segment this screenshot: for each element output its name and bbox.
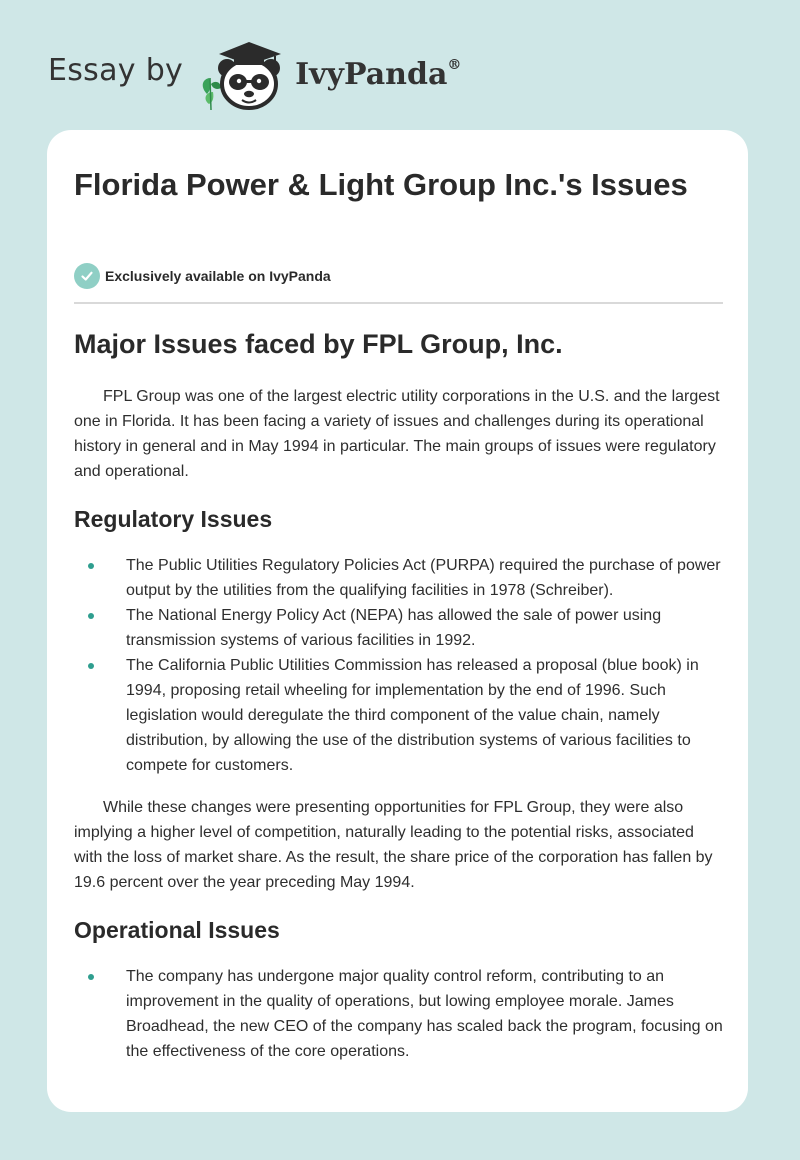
- essay-by-label: Essay by: [48, 52, 184, 88]
- list-item: [74, 653, 724, 778]
- middle-paragraph: While these changes were presenting opportunities for FPL Group, they were also implying a higher level of competition, naturally leading to the potential risks, associated with the loss of market share. As the result, the share price of the corporation has fallen by 19.6 percent over the year preceding May 1994.: [74, 799, 713, 891]
- exclusive-text: Exclusively available on IvyPanda: [105, 268, 331, 284]
- exclusive-badge: [74, 263, 331, 289]
- list-item-text: The California Public Utilities Commission has released a proposal (blue book) in 1994, proposing retail wheeling for implementation by the end of 1996. Such legislation would deregulate the third component of the value chain, namely distribution, by allowing the use of the distribution systems of various facilities to compete for customers.: [126, 657, 699, 774]
- operational-list: [74, 964, 724, 1064]
- section-heading-major-issues: Major Issues faced by FPL Group, Inc.: [74, 329, 563, 359]
- list-item-text: The company has undergone major quality control reform, contributing to an improvement in the quality of operations, but lowing employee morale. James Broadhead, the new CEO of the company has scaled back the program, focusing on the effectiveness of the core operations.: [126, 968, 723, 1060]
- bullet-icon: [88, 974, 94, 980]
- essay-content: [74, 324, 724, 1081]
- divider: [74, 302, 723, 304]
- list-item: [74, 603, 724, 653]
- brand-text: IvyPanda: [295, 56, 448, 92]
- bullet-icon: [88, 663, 94, 669]
- regulatory-list: [74, 553, 724, 778]
- bullet-icon: [88, 563, 94, 569]
- list-item: [74, 964, 724, 1064]
- essay-card: [47, 130, 748, 1112]
- intro-paragraph: FPL Group was one of the largest electric utility corporations in the U.S. and the largest one in Florida. It has been facing a variety of issues and challenges during its operational history in general and in May 1994 in particular. The main groups of issues were regulatory and operational.: [74, 388, 720, 480]
- list-item-text: The Public Utilities Regulatory Policies Act (PURPA) required the purchase of power output by the utilities from the qualifying facilities in 1978 (Schreiber).: [126, 557, 721, 599]
- check-icon: [74, 263, 100, 289]
- section-heading-regulatory: Regulatory Issues: [74, 506, 273, 532]
- section-heading-operational: Operational Issues: [74, 917, 280, 943]
- brand-name[interactable]: [295, 57, 461, 92]
- list-item: [74, 553, 724, 603]
- bullet-icon: [88, 613, 94, 619]
- list-item-text: The National Energy Policy Act (NEPA) has allowed the sale of power using transmission systems of various facilities in 1992.: [126, 607, 662, 649]
- registered-mark: ®: [447, 56, 462, 73]
- page-title: Florida Power & Light Group Inc.'s Issues: [74, 167, 688, 202]
- site-header: [48, 34, 461, 114]
- panda-logo-icon[interactable]: [197, 34, 289, 114]
